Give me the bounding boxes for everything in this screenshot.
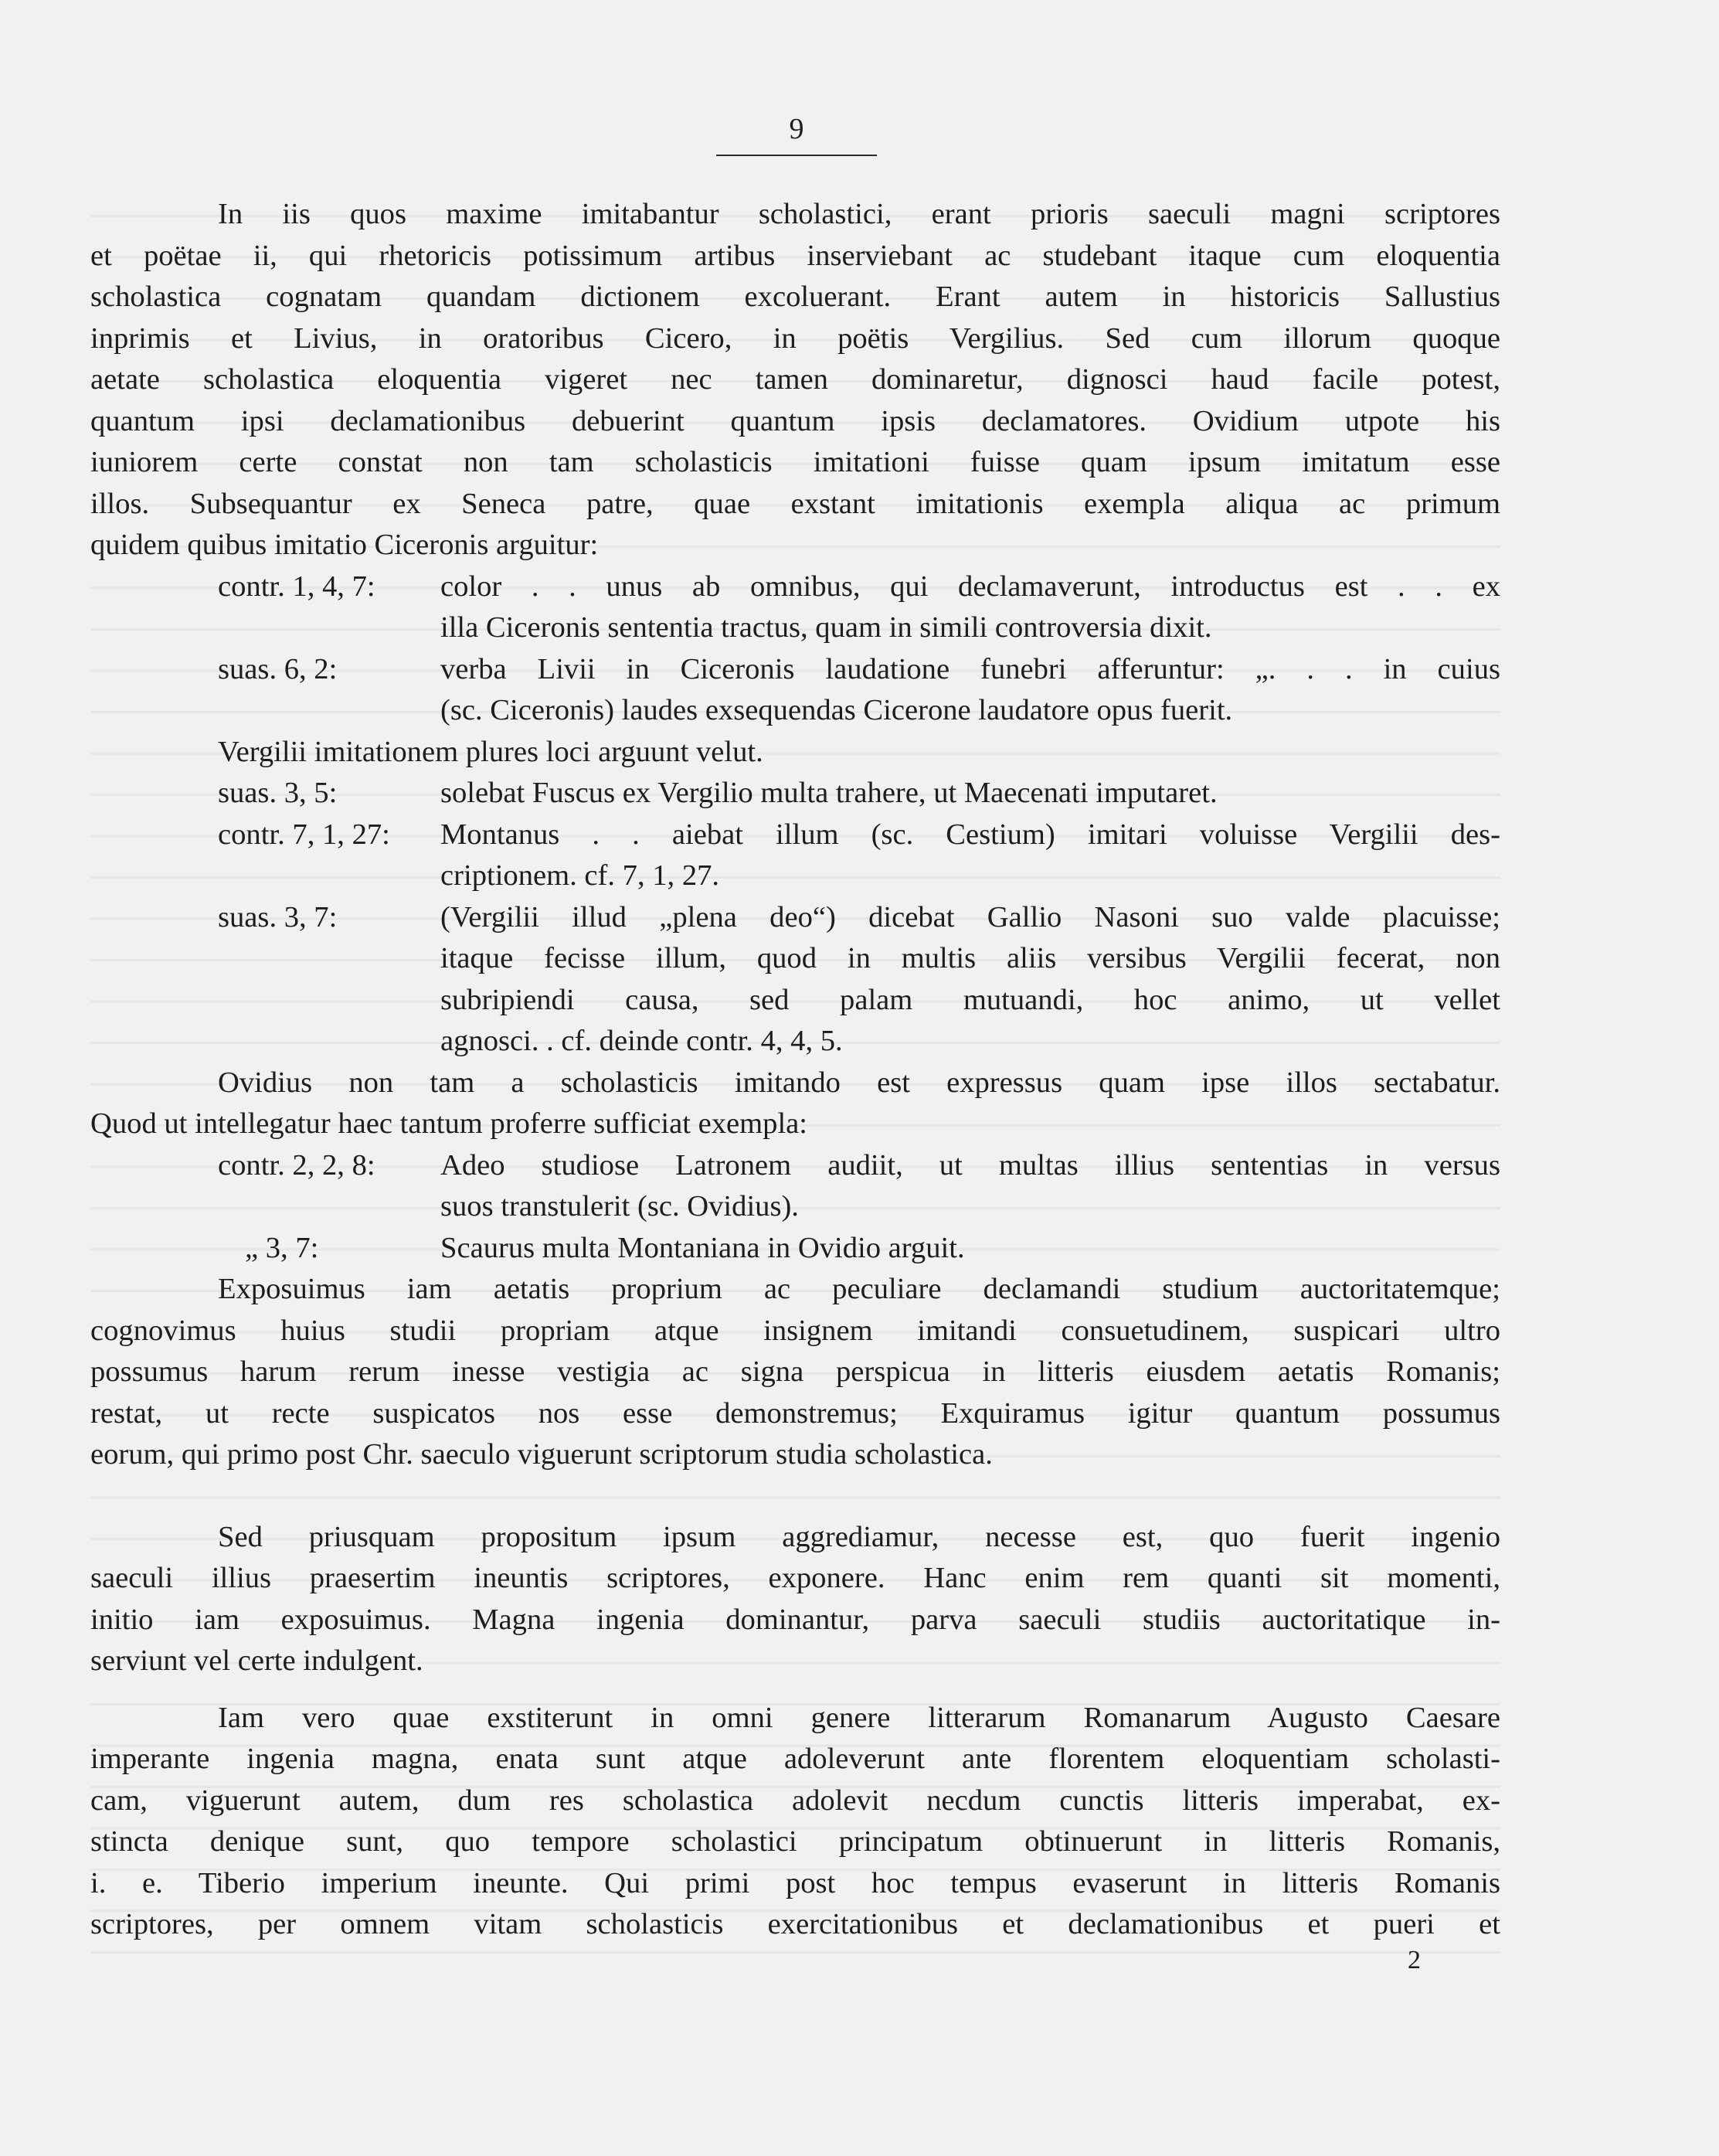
text-line: Quod ut intellegatur haec tantum proferre sufficiat exempla:	[90, 1107, 808, 1140]
citation-ref: contr. 2, 2, 8:	[218, 1148, 375, 1182]
citation-text: illa Ciceronis sententia tractus, quam in simili controversia dixit.	[440, 611, 1212, 644]
text-line: restat, ut recte suspicatos nos esse demonstremus; Exquiramus igitur quantum possumus	[90, 1396, 1500, 1430]
citation-ref	[90, 690, 440, 732]
text-line: scholastica cognatam quandam dictionem excoluerant. Erant autem in historicis Sallustius	[90, 281, 1500, 313]
citation-row	[90, 690, 1500, 732]
text-line: Ovidius non tam a scholasticis imitando est expressus quam ipse illos sectabatur.	[218, 1066, 1500, 1099]
citation-ref	[90, 938, 440, 980]
citation-ref: suas. 3, 5:	[218, 777, 338, 809]
citation-row	[90, 649, 1500, 691]
citation-text: Adeo studiose Latronem audiit, ut multas illius sententias in versus	[440, 1148, 1500, 1182]
citation-row	[90, 566, 1500, 608]
text-line: possumus harum rerum inesse vestigia ac signa perspicua in litteris eiusdem aetatis Romanis;	[90, 1355, 1500, 1388]
citation-text: criptionem. cf. 7, 1, 27.	[440, 859, 720, 892]
citation-ref: „ 3, 7:	[245, 1231, 319, 1264]
citation-text: suos transtulerit (sc. Ovidius).	[440, 1190, 799, 1223]
citation-ref	[90, 980, 440, 1022]
citation-text: color . . unus ab omnibus, qui declamaverunt, introductus est . . ex	[440, 570, 1500, 603]
citation-row	[90, 897, 1500, 939]
citation-text: solebat Fuscus ex Vergilio multa trahere, ut Maecenati imputaret.	[440, 777, 1218, 809]
text-line: serviunt vel certe indulgent.	[90, 1644, 423, 1677]
citation-text: itaque fecisse illum, quod in multis aliis versibus Vergilii fecerat, non	[440, 942, 1500, 974]
text-line: cam, viguerunt autem, dum res scholastica adolevit necdum cunctis litteris imperabat, ex-	[90, 1784, 1500, 1817]
text-line: quidem quibus imitatio Ciceronis arguitur:	[90, 529, 599, 561]
citation-text: (sc. Ciceronis) laudes exsequendas Cicerone laudatore opus fuerit.	[440, 694, 1233, 726]
citation-row	[90, 773, 1500, 814]
citation-ref: suas. 3, 7:	[218, 900, 338, 933]
text-line: et poëtae ii, qui rhetoricis potissimum artibus inserviebant ac studebant itaque cum eloquentia	[90, 239, 1500, 272]
main-text	[90, 194, 1500, 1946]
text-line: i. e. Tiberio imperium ineunte. Qui primi post hoc tempus evaserunt in litteris Romanis	[90, 1866, 1500, 1899]
citation-ref: contr. 1, 4, 7:	[218, 570, 375, 603]
citation-ref	[90, 1186, 440, 1228]
citation-ref	[90, 855, 440, 897]
citation-text: agnosci. . cf. deinde contr. 4, 4, 5.	[440, 1025, 843, 1057]
text-line: eorum, qui primo post Chr. saeculo viguerunt scriptorum studia scholastica.	[90, 1438, 993, 1471]
paragraph-gap	[90, 1682, 1500, 1698]
page-number-rule	[716, 155, 877, 156]
text-line: inprimis et Livius, in oratoribus Cicero, in poëtis Vergilius. Sed cum illorum quoque	[90, 321, 1500, 355]
citation-row	[90, 1228, 1500, 1270]
text-line: imperante ingenia magna, enata sunt atque adoleverunt ante florentem eloquentiam scholasti-	[90, 1743, 1500, 1775]
paragraph-gap	[90, 1476, 1500, 1517]
text-line: initio iam exposuimus. Magna ingenia dominantur, parva saeculi studiis auctoritatique in-	[90, 1603, 1500, 1636]
citation-text: Montanus . . aiebat illum (sc. Cestium) imitari voluisse Vergilii des-	[440, 818, 1500, 851]
text-line: iuniorem certe constat non tam scholasticis imitationi fuisse quam ipsum imitatum esse	[90, 446, 1500, 478]
citation-row	[90, 855, 1500, 897]
text-line: In iis quos maxime imitabantur scholastici, erant prioris saeculi magni scriptores	[218, 198, 1500, 230]
citation-ref	[90, 1021, 440, 1063]
citation-row	[90, 607, 1500, 649]
citation-row	[90, 1021, 1500, 1063]
text-line: Sed priusquam propositum ipsum aggrediamur, necesse est, quo fuerit ingenio	[218, 1520, 1500, 1553]
citation-ref: suas. 6, 2:	[218, 652, 338, 685]
page-number: 9	[789, 113, 804, 145]
citation-text: verba Livii in Ciceronis laudatione funebri afferuntur: „. . . in cuius	[440, 652, 1500, 685]
text-line: aetate scholastica eloquentia vigeret nec tamen dominaretur, dignosci haud facile potest,	[90, 363, 1500, 396]
citation-row	[90, 1145, 1500, 1187]
citation-row	[90, 938, 1500, 980]
text-line: Iam vero quae exstiterunt in omni genere litterarum Romanarum Augusto Caesare	[218, 1701, 1500, 1734]
text-line: Exposuimus iam aetatis proprium ac peculiare declamandi studium auctoritatemque;	[218, 1273, 1500, 1305]
signature-number: 2	[1408, 1946, 1421, 1974]
text-line: illos. Subsequantur ex Seneca patre, quae exstant imitationis exempla aliqua ac primum	[90, 487, 1500, 520]
citation-row	[90, 1186, 1500, 1228]
citation-text: subripiendi causa, sed palam mutuandi, hoc animo, ut vellet	[440, 983, 1500, 1016]
text-line: saeculi illius praesertim ineuntis scriptores, exponere. Hanc enim rem quanti sit momenti,	[90, 1562, 1500, 1594]
citation-text: Scaurus multa Montaniana in Ovidio arguit.	[440, 1231, 965, 1264]
citation-row	[90, 980, 1500, 1022]
citation-row	[90, 814, 1500, 856]
text-line: Vergilii imitationem plures loci arguunt velut.	[218, 735, 763, 768]
text-line: quantum ipsi declamationibus debuerint quantum ipsis declamatores. Ovidium utpote his	[90, 404, 1500, 437]
text-line: stincta denique sunt, quo tempore scholastici principatum obtinuerunt in litteris Romanis,	[90, 1825, 1500, 1858]
citation-ref: contr. 7, 1, 27:	[218, 818, 390, 851]
citation-ref	[90, 607, 440, 649]
text-line: cognovimus huius studii propriam atque insignem imitandi consuetudinem, suspicari ultro	[90, 1314, 1500, 1347]
text-line: scriptores, per omnem vitam scholasticis exercitationibus et declamationibus et pueri et	[90, 1908, 1500, 1940]
citation-text: (Vergilii illud „plena deo“) dicebat Gallio Nasoni suo valde placuisse;	[440, 900, 1500, 933]
